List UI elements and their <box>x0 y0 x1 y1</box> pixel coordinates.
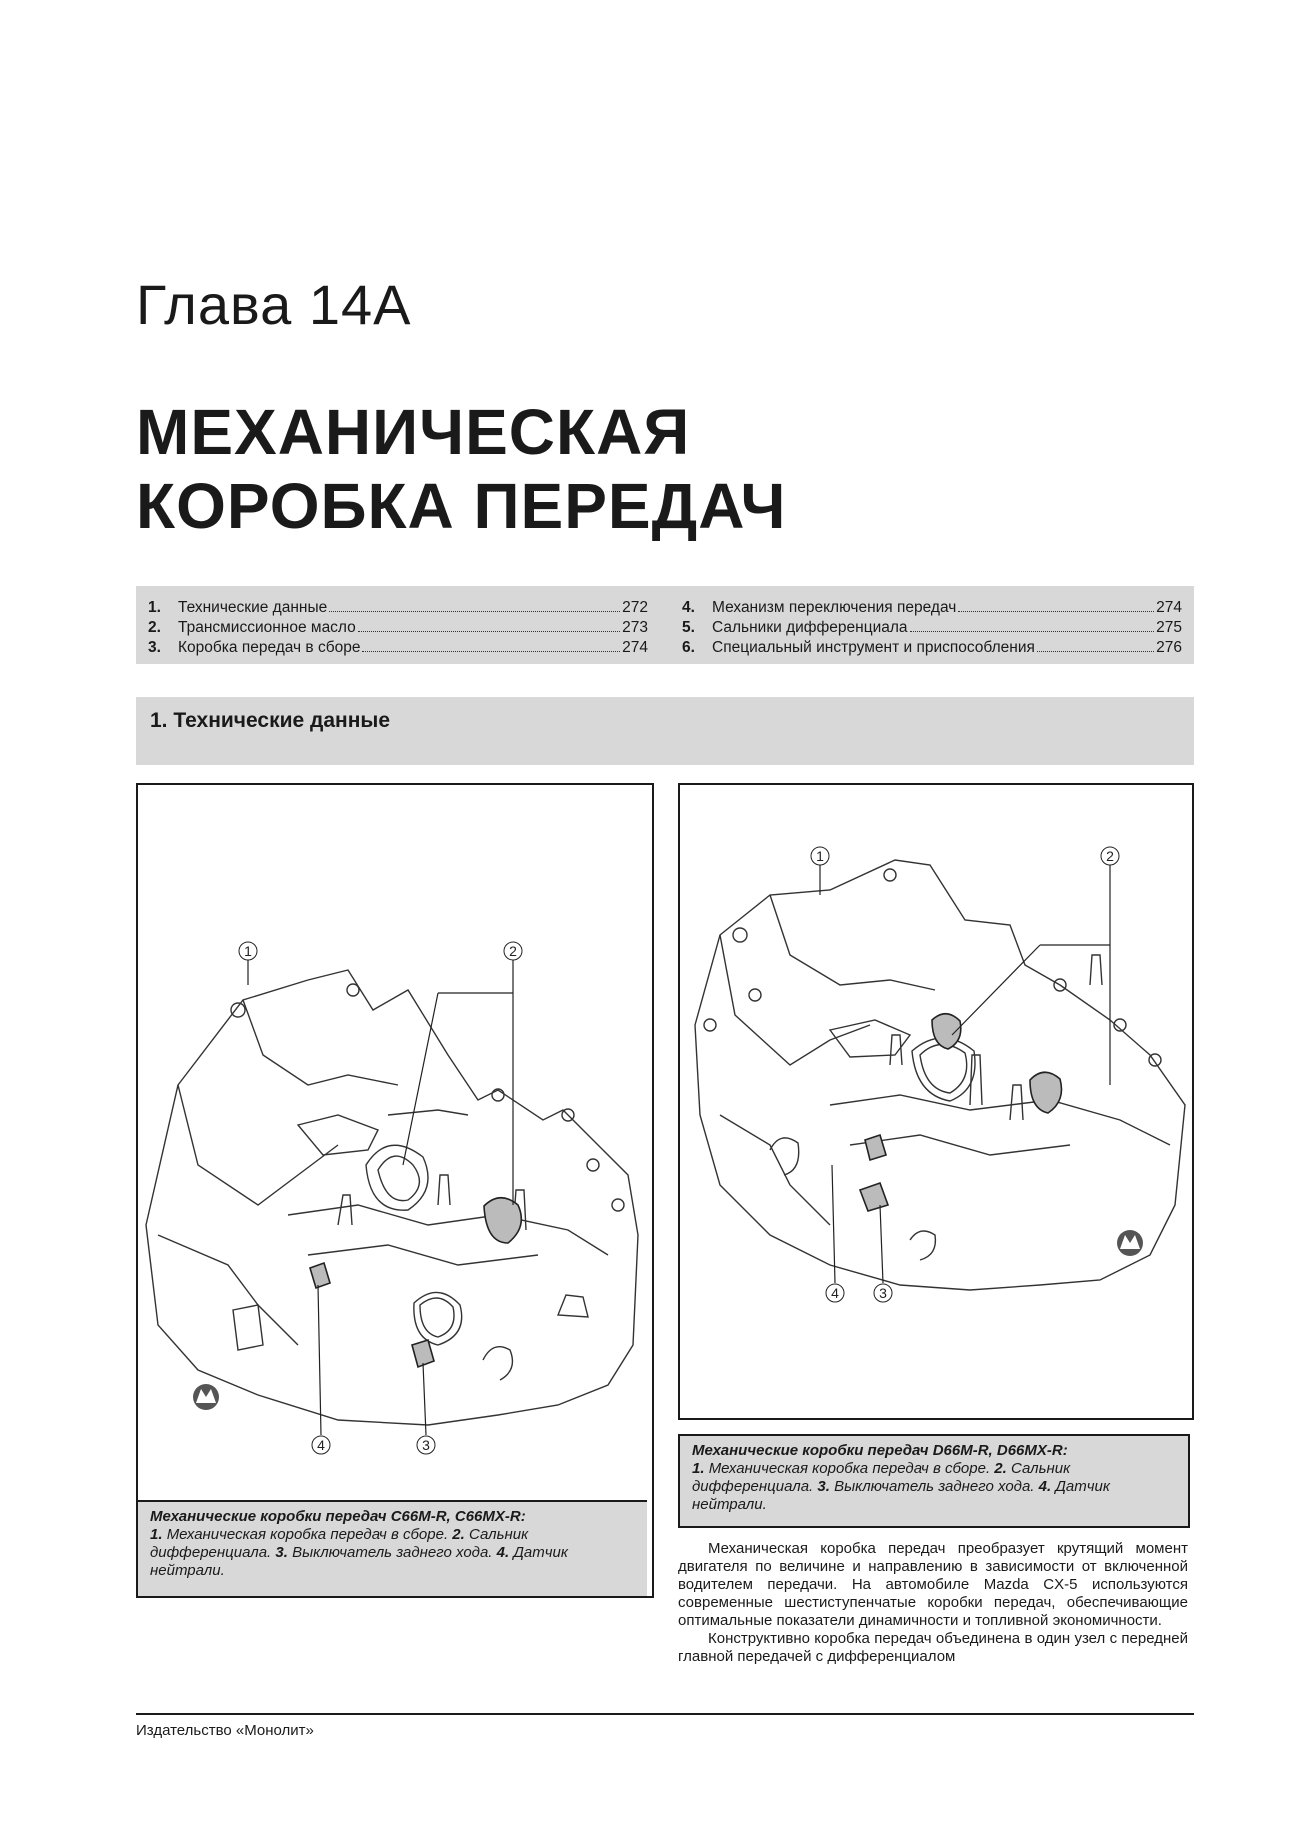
figure-right <box>678 783 1194 1420</box>
toc-item-number: 4. <box>682 599 695 616</box>
toc-item[interactable] <box>148 598 648 618</box>
toc-item-page: 273 <box>622 619 648 636</box>
figure-caption-right <box>678 1434 1190 1528</box>
toc-item-number: 6. <box>682 639 695 656</box>
caption-item-number: 1. <box>150 1526 163 1543</box>
toc-item-page: 276 <box>1156 639 1182 656</box>
toc-leader <box>329 611 620 612</box>
chapter-label: Глава 14А <box>136 273 412 336</box>
caption-item-number: 3. <box>275 1544 288 1561</box>
callout-3: 3 <box>422 1437 430 1453</box>
toc-item[interactable] <box>682 618 1182 638</box>
toc-leader <box>958 611 1154 612</box>
toc-item-number: 5. <box>682 619 695 636</box>
toc-item[interactable] <box>148 618 648 638</box>
toc-item[interactable] <box>682 638 1182 658</box>
toc-item-page: 274 <box>622 639 648 656</box>
toc-item-number: 1. <box>148 599 161 616</box>
toc-leader <box>358 631 620 632</box>
toc-item-text: Механизм переключения передач <box>712 599 957 616</box>
toc-leader <box>910 631 1155 632</box>
toc-column-right <box>682 598 1182 658</box>
caption-title: Механические коробки передач D66M-R, D66MX-R: <box>692 1442 1068 1459</box>
publisher-logo-icon <box>193 1384 219 1410</box>
table-of-contents <box>136 586 1194 664</box>
section-header <box>136 697 1194 765</box>
toc-item-page: 274 <box>1156 599 1182 616</box>
toc-item-text: Трансмиссионное масло <box>178 619 356 636</box>
toc-item-text: Технические данные <box>178 599 328 616</box>
toc-item-number: 3. <box>148 639 161 656</box>
caption-item-text: Сальник дифференциала. <box>692 1460 1071 1495</box>
figure-left <box>136 783 654 1598</box>
callout-3: 3 <box>879 1285 887 1301</box>
toc-item-text: Специальный инструмент и приспособления <box>712 639 1035 656</box>
caption-item-text: Датчик нейтрали. <box>150 1544 568 1579</box>
body-paragraph-1: Механическая коробка передач преобразует крутящий момент двигателя по величине и направлению в зависимости от включенной водителем передачи. На автомобиле Mazda CX-5 используются современные шестиступенчатые коробки передач, обеспечивающие оптимальные показатели динамичности и топливной экономичности. <box>678 1540 1188 1629</box>
toc-column-left <box>148 598 648 658</box>
caption-item-number: 4. <box>1038 1478 1052 1495</box>
gearbox-illustration-c66m <box>138 785 647 1495</box>
caption-item-text: Сальник дифференциала. <box>150 1526 529 1561</box>
toc-item-text: Коробка передач в сборе <box>178 639 361 656</box>
callout-1: 1 <box>816 848 824 864</box>
toc-item[interactable] <box>682 598 1182 618</box>
callout-2: 2 <box>1106 848 1114 864</box>
callout-4: 4 <box>831 1285 839 1301</box>
toc-item[interactable] <box>148 638 648 658</box>
chapter-title-line-1: МЕХАНИЧЕСКАЯ <box>136 396 691 468</box>
caption-item-number: 2. <box>452 1526 465 1543</box>
caption-item-text: Механическая коробка передач в сборе. <box>166 1526 449 1543</box>
footer-divider <box>136 1713 1194 1715</box>
chapter-title-line-2: КОРОБКА ПЕРЕДАЧ <box>136 470 787 542</box>
toc-item-text: Сальники дифференциала <box>712 619 908 636</box>
toc-item-number: 2. <box>148 619 161 636</box>
publisher-logo-icon <box>1117 1230 1143 1256</box>
caption-item-number: 4. <box>496 1544 510 1561</box>
gearbox-illustration-d66m <box>680 785 1187 1413</box>
toc-leader <box>1037 651 1154 652</box>
toc-item-page: 275 <box>1156 619 1182 636</box>
caption-item-text: Выключатель заднего хода. <box>834 1478 1035 1495</box>
callout-1: 1 <box>244 943 252 959</box>
caption-item-text: Механическая коробка передач в сборе. <box>708 1460 991 1477</box>
toc-item-page: 272 <box>622 599 648 616</box>
caption-title: Механические коробки передач C66M-R, C66MX-R: <box>150 1508 526 1525</box>
section-title: 1. Технические данные <box>150 709 391 732</box>
caption-item-text: Выключатель заднего хода. <box>292 1544 493 1561</box>
callout-4: 4 <box>317 1437 325 1453</box>
toc-leader <box>362 651 620 652</box>
caption-item-number: 2. <box>994 1460 1007 1477</box>
footer-publisher: Издательство «Монолит» <box>136 1722 314 1739</box>
figure-caption-left <box>138 1500 647 1596</box>
body-text <box>678 1540 1188 1666</box>
callout-2: 2 <box>509 943 517 959</box>
caption-item-number: 1. <box>692 1460 705 1477</box>
caption-item-number: 3. <box>817 1478 830 1495</box>
body-paragraph-2: Конструктивно коробка передач объединена в один узел с передней главной передачей с дифференциалом <box>678 1630 1188 1665</box>
caption-item-text: Датчик нейтрали. <box>692 1478 1110 1513</box>
